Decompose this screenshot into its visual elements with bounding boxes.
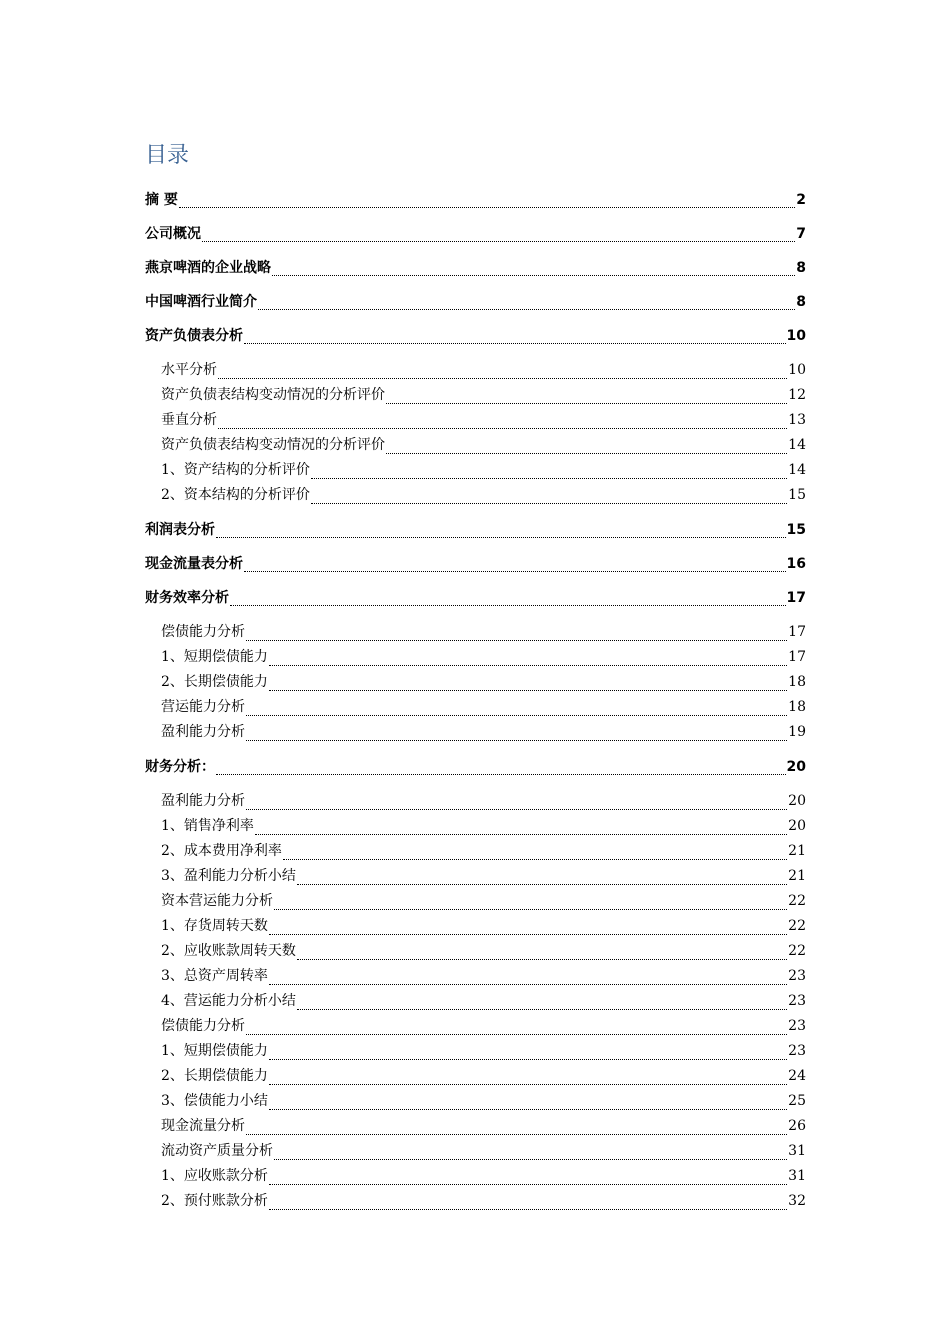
toc-entry-label: 1、短期偿债能力 (161, 649, 268, 665)
toc-dot-leader (297, 959, 787, 960)
toc-entry-subsection[interactable] (145, 408, 806, 433)
toc-entry-label: 偿债能力分析 (161, 624, 245, 640)
toc-entry-section[interactable] (145, 222, 806, 246)
toc-entry-label: 2、应收账款周转天数 (161, 943, 296, 959)
toc-entry-label: 垂直分析 (161, 412, 217, 428)
toc-entry-page-number: 31 (788, 1168, 806, 1184)
toc-dot-leader (218, 378, 787, 379)
toc-entry-label: 4、营运能力分析小结 (161, 993, 296, 1009)
toc-entry-subsection[interactable] (145, 1164, 806, 1189)
toc-entry-page-number: 7 (796, 226, 806, 242)
toc-entry-page-number: 20 (788, 793, 806, 809)
toc-entry-page-number: 10 (786, 328, 806, 344)
toc-dot-leader (246, 640, 787, 641)
toc-entry-subsection[interactable] (145, 989, 806, 1014)
toc-dot-leader (246, 1034, 787, 1035)
toc-entry-label: 公司概况 (145, 226, 201, 242)
toc-entry-page-number: 17 (788, 649, 806, 665)
toc-entry-section[interactable] (145, 755, 806, 779)
toc-dot-leader (274, 909, 787, 910)
toc-entry-page-number: 12 (788, 387, 806, 403)
toc-entry-subsection[interactable] (145, 789, 806, 814)
toc-entry-subsection[interactable] (145, 939, 806, 964)
toc-entry-page-number: 15 (788, 487, 806, 503)
toc-entry-label: 中国啤酒行业简介 (145, 294, 257, 310)
toc-dot-leader (269, 984, 787, 985)
toc-entry-label: 偿债能力分析 (161, 1018, 245, 1034)
toc-entry-label: 利润表分析 (145, 522, 215, 538)
toc-entry-page-number: 23 (788, 968, 806, 984)
toc-entry-page-number: 26 (788, 1118, 806, 1134)
toc-dot-leader (269, 1184, 787, 1185)
toc-entry-label: 资本营运能力分析 (161, 893, 273, 909)
toc-entry-label: 财务效率分析 (145, 590, 229, 606)
toc-entry-subsection[interactable] (145, 839, 806, 864)
toc-entry-label: 现金流量分析 (161, 1118, 245, 1134)
toc-entry-page-number: 23 (788, 1043, 806, 1059)
toc-entry-page-number: 31 (788, 1143, 806, 1159)
toc-entry-page-number: 17 (788, 624, 806, 640)
toc-entry-page-number: 2 (796, 192, 806, 208)
toc-entry-label: 2、长期偿债能力 (161, 674, 268, 690)
toc-dot-leader (269, 1109, 787, 1110)
toc-entry-page-number: 22 (788, 893, 806, 909)
toc-entry-subsection[interactable] (145, 1189, 806, 1214)
toc-entry-label: 盈利能力分析 (161, 724, 245, 740)
toc-entry-subsection[interactable] (145, 1064, 806, 1089)
toc-entry-label: 资产负债表分析 (145, 328, 243, 344)
toc-dot-leader (274, 1159, 787, 1160)
toc-entry-page-number: 21 (788, 843, 806, 859)
toc-entry-page-number: 23 (788, 1018, 806, 1034)
toc-entry-subsection[interactable] (145, 645, 806, 670)
toc-dot-leader (244, 571, 786, 572)
toc-dot-leader (246, 740, 787, 741)
toc-entry-subsection[interactable] (145, 695, 806, 720)
toc-entry-page-number: 22 (788, 943, 806, 959)
toc-entry-label: 2、成本费用净利率 (161, 843, 282, 859)
toc-entry-label: 流动资产质量分析 (161, 1143, 273, 1159)
toc-entry-subsection[interactable] (145, 814, 806, 839)
toc-dot-leader (179, 207, 795, 208)
toc-dot-leader (258, 309, 795, 310)
toc-dot-leader (246, 1134, 787, 1135)
toc-dot-leader (386, 453, 787, 454)
toc-entry-subsection[interactable] (145, 458, 806, 483)
toc-entry-label: 1、短期偿债能力 (161, 1043, 268, 1059)
toc-dot-leader (269, 934, 787, 935)
toc-dot-leader (269, 665, 787, 666)
toc-dot-leader (216, 774, 786, 775)
toc-entry-subsection[interactable] (145, 670, 806, 695)
toc-entry-subsection[interactable] (145, 620, 806, 645)
toc-entry-label: 资产负债表结构变动情况的分析评价 (161, 387, 385, 403)
toc-entry-section[interactable] (145, 256, 806, 280)
toc-dot-leader (272, 275, 795, 276)
toc-entry-page-number: 22 (788, 918, 806, 934)
toc-dot-leader (311, 503, 787, 504)
toc-entry-label: 财务分析： (145, 759, 215, 775)
toc-entry-subsection[interactable] (145, 889, 806, 914)
toc-entry-label: 3、偿债能力小结 (161, 1093, 268, 1109)
toc-dot-leader (311, 478, 787, 479)
toc-dot-leader (244, 343, 786, 344)
toc-entry-subsection[interactable] (145, 1039, 806, 1064)
toc-entry-section[interactable] (145, 586, 806, 610)
toc-dot-leader (269, 1209, 787, 1210)
toc-entry-label: 现金流量表分析 (145, 556, 243, 572)
toc-entry-section[interactable] (145, 324, 806, 348)
toc-entry-page-number: 32 (788, 1193, 806, 1209)
toc-entry-page-number: 21 (788, 868, 806, 884)
toc-dot-leader (246, 809, 787, 810)
toc-entry-label: 燕京啤酒的企业战略 (145, 260, 271, 276)
toc-entry-subsection[interactable] (145, 483, 806, 508)
toc-entry-label: 水平分析 (161, 362, 217, 378)
toc-dot-leader (269, 1084, 787, 1085)
toc-entry-subsection[interactable] (145, 358, 806, 383)
toc-entry-subsection[interactable] (145, 1089, 806, 1114)
toc-entry-page-number: 13 (788, 412, 806, 428)
toc-entry-page-number: 8 (796, 260, 806, 276)
toc-dot-leader (218, 428, 787, 429)
toc-entry-label: 盈利能力分析 (161, 793, 245, 809)
toc-entry-label: 资产负债表结构变动情况的分析评价 (161, 437, 385, 453)
toc-entry-page-number: 15 (786, 522, 806, 538)
toc-dot-leader (202, 241, 795, 242)
toc-entry-section[interactable] (145, 188, 806, 212)
toc-entry-page-number: 19 (788, 724, 806, 740)
toc-entry-label: 2、预付账款分析 (161, 1193, 268, 1209)
toc-entry-section[interactable] (145, 518, 806, 542)
toc-entry-label: 摘 要 (145, 192, 178, 208)
toc-entry-subsection[interactable] (145, 1114, 806, 1139)
toc-entry-page-number: 20 (786, 759, 806, 775)
toc-dot-leader (216, 537, 786, 538)
toc-entry-page-number: 8 (796, 294, 806, 310)
toc-entry-label: 2、长期偿债能力 (161, 1068, 268, 1084)
toc-dot-leader (283, 859, 787, 860)
toc-entry-subsection[interactable] (145, 383, 806, 408)
toc-entry-label: 营运能力分析 (161, 699, 245, 715)
toc-entry-label: 1、销售净利率 (161, 818, 254, 834)
toc-dot-leader (269, 690, 787, 691)
toc-entry-page-number: 24 (788, 1068, 806, 1084)
toc-entry-page-number: 18 (788, 674, 806, 690)
toc-dot-leader (230, 605, 786, 606)
toc-dot-leader (297, 884, 787, 885)
toc-entry-subsection[interactable] (145, 964, 806, 989)
toc-entry-section[interactable] (145, 552, 806, 576)
toc-entry-page-number: 17 (786, 590, 806, 606)
toc-entry-label: 2、资本结构的分析评价 (161, 487, 310, 503)
toc-entry-page-number: 25 (788, 1093, 806, 1109)
toc-dot-leader (255, 834, 787, 835)
toc-entry-label: 3、盈利能力分析小结 (161, 868, 296, 884)
toc-entry-subsection[interactable] (145, 914, 806, 939)
toc-dot-leader (246, 715, 787, 716)
toc-entry-page-number: 16 (786, 556, 806, 572)
table-of-contents (145, 188, 806, 1214)
toc-dot-leader (297, 1009, 787, 1010)
toc-entry-subsection[interactable] (145, 433, 806, 458)
toc-entry-page-number: 14 (788, 437, 806, 453)
toc-entry-subsection[interactable] (145, 720, 806, 745)
toc-dot-leader (269, 1059, 787, 1060)
toc-entry-label: 1、应收账款分析 (161, 1168, 268, 1184)
toc-entry-page-number: 14 (788, 462, 806, 478)
toc-entry-page-number: 23 (788, 993, 806, 1009)
toc-entry-subsection[interactable] (145, 864, 806, 889)
toc-entry-page-number: 20 (788, 818, 806, 834)
toc-entry-subsection[interactable] (145, 1014, 806, 1039)
toc-entry-section[interactable] (145, 290, 806, 314)
toc-entry-label: 1、资产结构的分析评价 (161, 462, 310, 478)
toc-dot-leader (386, 403, 787, 404)
toc-entry-page-number: 18 (788, 699, 806, 715)
toc-entry-label: 3、总资产周转率 (161, 968, 268, 984)
toc-entry-subsection[interactable] (145, 1139, 806, 1164)
toc-title: 目录 (145, 143, 190, 168)
toc-entry-label: 1、存货周转天数 (161, 918, 268, 934)
toc-entry-page-number: 10 (788, 362, 806, 378)
